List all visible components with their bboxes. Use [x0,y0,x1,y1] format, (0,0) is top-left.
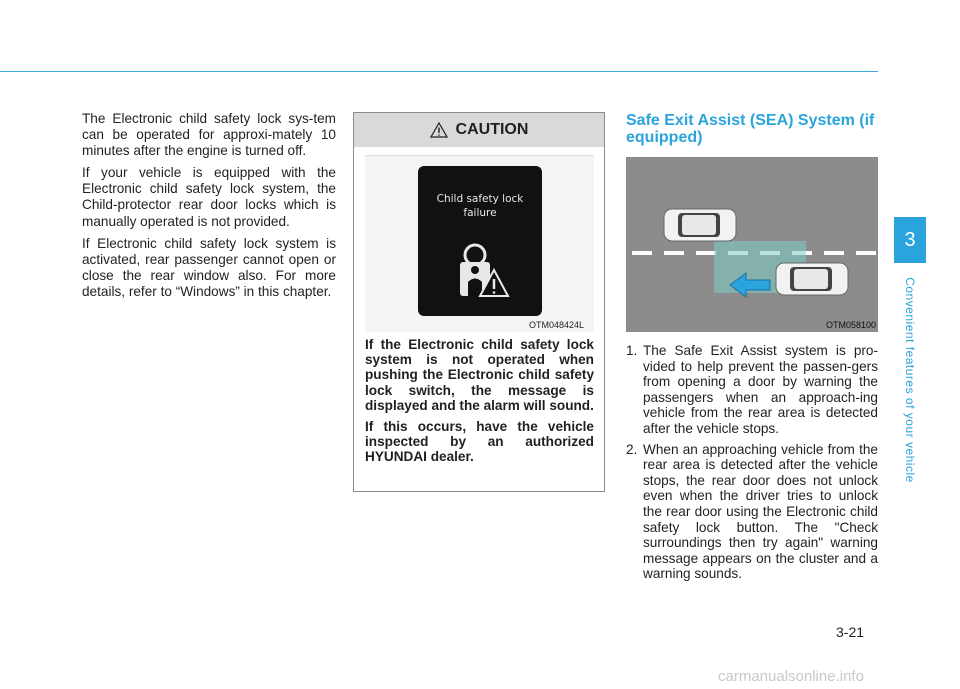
chapter-tab: 3 [894,217,926,263]
section-title: Safe Exit Assist (SEA) System (if equipped) [626,112,875,146]
cluster-message-line: failure [463,207,497,219]
paragraph: If your vehicle is equipped with the Electronic child safety lock system, the Child-protector rear door locks which is manually operated is not provided. [82,165,336,229]
paragraph: The Electronic child safety lock sys-tem can be operated for approxi-mately 10 minutes after the engine is turned off. [82,111,336,159]
figure-code: OTM058100 [825,320,876,330]
sea-illustration [626,157,878,332]
caution-text [365,337,594,471]
chapter-title: Convenient features of your vehicle [903,277,917,483]
sea-list [626,343,878,587]
cluster-message [418,192,542,220]
parked-car [664,209,736,241]
child-lock-warning-icon [454,242,510,300]
list-text: When an approaching vehicle from the rear area is detected after the vehicle stops, the rear door does not unlock even when the driver tries to unlock the rear door using the Electronic child safety lock button. The "Check surroundings then try again" warning message appears on the cluster and a warning sounds. [643,441,878,582]
caution-box [353,112,605,492]
list-text: The Safe Exit Assist system is pro-vided to help prevent the passen-gers from opening a door by warning the passengers when an approach-ing vehicle from the rear area is detected after the vehicle stops. [643,343,878,436]
list-number: 1. [626,343,638,358]
cluster-message-line: Child safety lock [436,193,524,205]
list-number: 2. [626,441,638,457]
caution-paragraph: If the Electronic child safety lock system is not operated when pushing the Electronic child safety lock switch, the message is displayed and the alarm will sound. [365,337,594,413]
list-item [626,442,878,582]
figure-code: OTM048424L [528,320,584,330]
caution-paragraph: If this occurs, have the vehicle inspected by an authorized HYUNDAI dealer. [365,419,594,465]
watermark: carmanualsonline.info [718,668,864,685]
list-item [626,343,878,437]
caution-title: CAUTION [455,121,529,138]
paragraph: If Electronic child safety lock system is activated, rear passenger cannot open or close the rear window also. For more details, refer to “Windows” in this chapter. [82,235,336,299]
cluster-display [418,166,542,316]
road-scene [626,157,878,332]
warning-triangle-icon [430,122,448,138]
page-number: 3-21 [836,624,865,640]
left-column [82,111,336,306]
header-rule [0,71,878,72]
approaching-car [776,263,848,295]
cluster-message-figure [365,155,594,332]
caution-header [354,113,604,147]
